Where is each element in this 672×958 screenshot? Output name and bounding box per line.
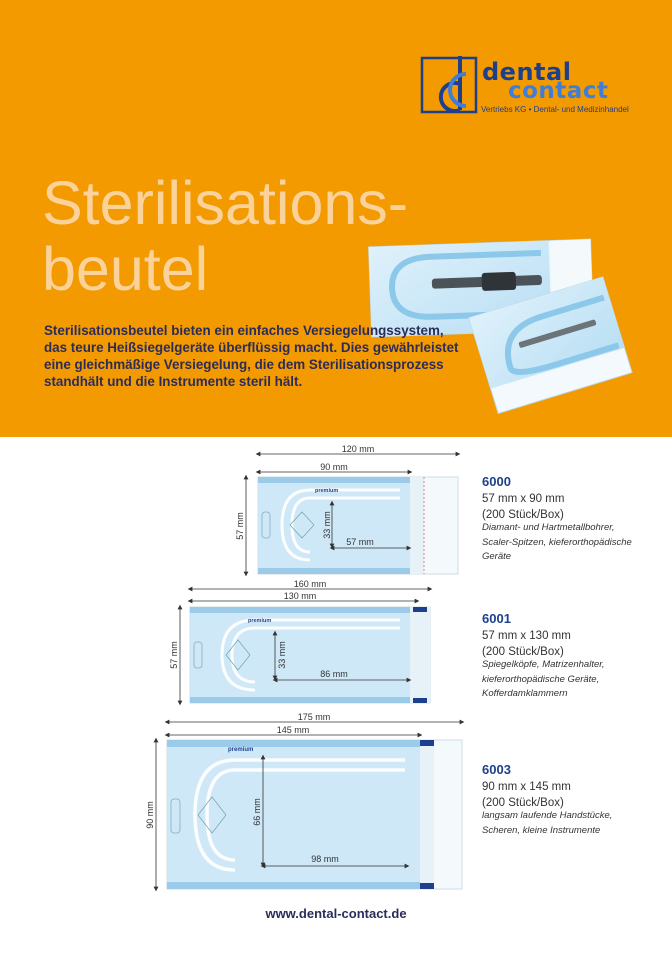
dim-small-v-6001: 33 mm <box>277 641 287 669</box>
pouch-brand-text-6001: premium <box>248 618 272 624</box>
dim-inner-6003: 145 mm <box>276 725 310 735</box>
product-size: 57 mm x 130 mm <box>482 630 571 642</box>
product-size: 57 mm x 90 mm <box>482 493 565 505</box>
logo-word-contact: contact <box>508 78 609 104</box>
pouch-brand-text-6000: premium <box>315 488 339 494</box>
product-code: 6003 <box>482 762 511 777</box>
pouch-brand-text-6003: premium <box>228 747 254 753</box>
product-code: 6000 <box>482 474 511 489</box>
product-use: Diamant- und Hartmetallbohrer, Scaler-Spitzen, kieferorthopädische Geräte <box>482 522 632 562</box>
dim-small-v-6000: 33 mm <box>322 511 332 539</box>
product-use: langsam laufende Handstücke, Scheren, kleine Instrumente <box>482 810 613 836</box>
title-line-2: beutel <box>42 235 209 303</box>
pouch-diagram-6003 <box>156 722 462 889</box>
dim-inner-6001: 130 mm <box>283 591 317 601</box>
dim-total-6001: 160 mm <box>293 579 327 589</box>
dim-total-6003: 175 mm <box>297 712 331 722</box>
logo-word-dental: dental <box>482 58 572 86</box>
dim-height-6003: 90 mm <box>145 801 155 829</box>
dim-height-6001: 57 mm <box>169 641 179 669</box>
dim-total-6000: 120 mm <box>341 444 375 454</box>
dim-small-v-6003: 66 mm <box>252 798 262 826</box>
dim-height-6000: 57 mm <box>235 512 245 540</box>
product-box: (200 Stück/Box) <box>482 797 564 809</box>
product-use: Spiegelköpfe, Matrizenhalter, kieferorthopädische Geräte, Kofferdamklammern <box>482 659 605 699</box>
dim-inner-6000: 90 mm <box>320 462 348 472</box>
dim-small-h-6001: 86 mm <box>320 669 348 679</box>
dim-small-h-6003: 98 mm <box>311 854 339 864</box>
pouch-diagram-6000 <box>246 454 458 574</box>
product-size: 90 mm x 145 mm <box>482 781 571 793</box>
intro-text: Sterilisationsbeutel bieten ein einfaches Versiegelungssystem, das teure Heißsiegelgeräte überflüssig macht. Dies gewährleistet eine gleichmäßige Versiegelung, die dem Sterilisationsprozess standhält und die Instrumente steril hält. <box>44 323 459 389</box>
dim-small-h-6000: 57 mm <box>346 537 374 547</box>
website-link[interactable]: www.dental-contact.de <box>265 906 407 921</box>
title-line-1: Sterilisations- <box>42 169 409 237</box>
logo-tagline: Vertriebs KG • Dental- und Medizinhandel <box>481 105 629 114</box>
product-box: (200 Stück/Box) <box>482 509 564 521</box>
product-code: 6001 <box>482 611 511 626</box>
product-box: (200 Stück/Box) <box>482 646 564 658</box>
pouch-diagram-6001 <box>180 589 430 703</box>
